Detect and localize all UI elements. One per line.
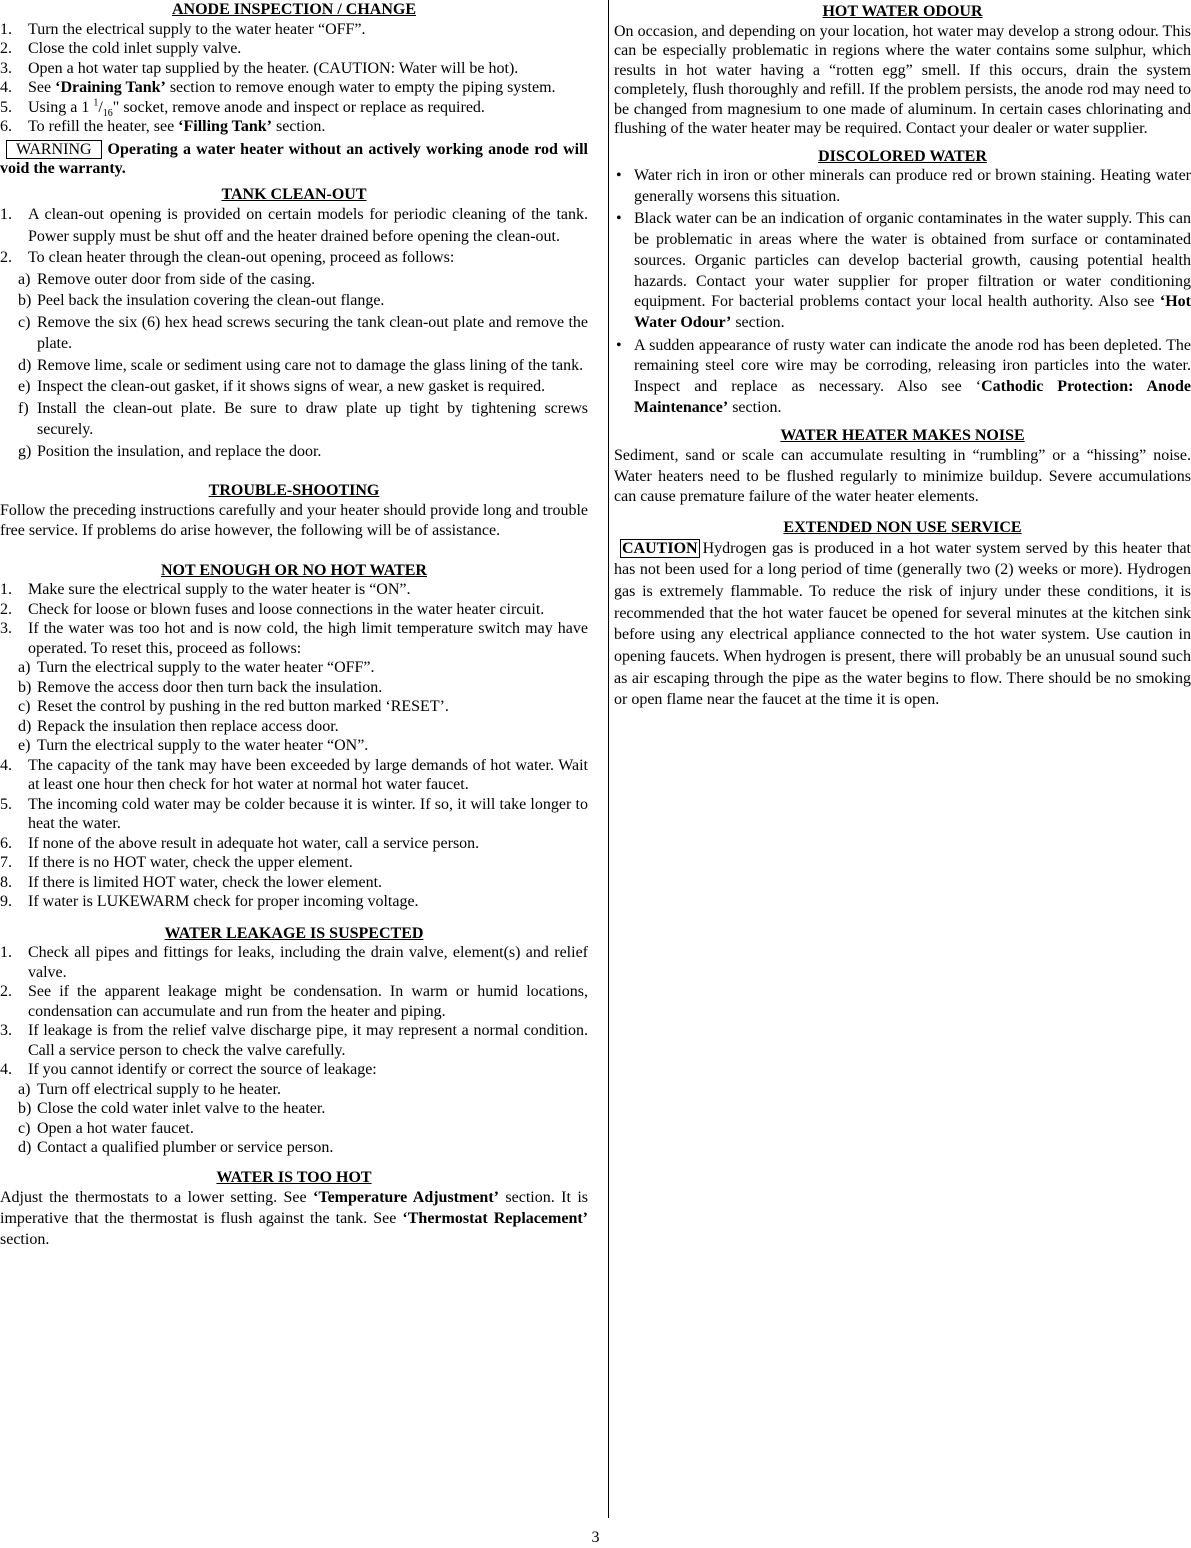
troubleshooting-section <box>0 481 588 542</box>
list-item: b) Remove the access door then turn back the insulation. <box>18 678 383 696</box>
list-item: a) Turn the electrical supply to the water heater “OFF”. <box>18 659 375 676</box>
reset-substeps <box>0 658 588 756</box>
list-item: 3. Open a hot water tap supplied by the heater. (CAUTION: Water will be hot). <box>0 59 519 77</box>
discolored-title: DISCOLORED WATER <box>818 147 987 165</box>
list-item: e) Turn the electrical supply to the water heater “ON”. <box>18 737 369 754</box>
list-item: b) Close the cold water inlet valve to the heater. <box>18 1100 326 1117</box>
cleanout-section <box>0 185 588 463</box>
cleanout-title: TANK CLEAN-OUT <box>221 185 367 203</box>
list-item: 1. A clean-out opening is provided on certain models for periodic cleaning of the tank. Power supply must be shut off and the heater drained before opening the clean-out. <box>0 206 588 245</box>
list-item: 4. The capacity of the tank may have been exceeded by large demands of hot water. Wait at least one hour then check for hot water at normal hot water faucet. <box>0 756 588 793</box>
anode-section <box>0 0 588 179</box>
leakage-substeps <box>0 1080 588 1158</box>
list-item: 9. If water is LUKEWARM check for proper incoming voltage. <box>0 893 419 910</box>
list-item: 7. If there is no HOT water, check the upper element. <box>0 854 353 871</box>
right-column <box>614 0 1191 717</box>
list-item: 3. If leakage is from the relief valve discharge pipe, it may represent a normal condition. Call a service person to check the valve carefully. <box>0 1022 588 1059</box>
extended-section <box>614 518 1191 711</box>
list-item: b) Peel back the insulation covering the clean-out flange. <box>18 292 385 309</box>
leakage-title: WATER LEAKAGE IS SUSPECTED <box>164 924 424 942</box>
too-hot-text: Adjust the thermostats to a lower setting. See ‘Temperature Adjustment’ section. It is imperative that the thermostat is flush against the tank. See ‘Thermostat Replacement’ section. <box>0 1189 588 1248</box>
list-item: a) Turn off electrical supply to he heater. <box>18 1080 281 1098</box>
list-item: g) Position the insulation, and replace the door. <box>18 442 322 460</box>
list-item: 4. If you cannot identify or correct the source of leakage: <box>0 1061 377 1078</box>
list-item: 2. See if the apparent leakage might be condensation. In warm or humid locations, condensation can accumulate and run from the heater and piping. <box>0 983 588 1020</box>
list-item: 1. Make sure the electrical supply to the water heater is “ON”. <box>0 581 411 598</box>
warning-label: WARNING <box>6 140 102 159</box>
list-item: 2. Check for loose or blown fuses and loose connections in the water heater circuit. <box>0 600 545 618</box>
no-hot-water-title: NOT ENOUGH OR NO HOT WATER <box>161 561 427 579</box>
list-item: 5. The incoming cold water may be colder because it is winter. If so, it will take longer to heat the water. <box>0 795 588 832</box>
left-column <box>0 0 588 1256</box>
list-item: c) Reset the control by pushing in the red button marked ‘RESET’. <box>18 698 449 715</box>
list-item: 4. See ‘Draining Tank’ section to remove enough water to empty the piping system. <box>0 79 556 96</box>
extended-title: EXTENDED NON USE SERVICE <box>783 519 1022 537</box>
list-item: 1. Turn the electrical supply to the water heater “OFF”. <box>0 20 366 38</box>
list-item: 6. If none of the above result in adequate hot water, call a service person. <box>0 834 480 852</box>
list-item: 1. Check all pipes and fittings for leaks, including the drain valve, element(s) and relief valve. <box>0 944 588 981</box>
column-divider <box>608 0 609 1518</box>
list-item: e) Inspect the clean-out gasket, if it shows signs of wear, a new gasket is required. <box>18 378 546 395</box>
too-hot-title: WATER IS TOO HOT <box>216 1168 372 1186</box>
no-hot-water-section <box>0 561 588 912</box>
warning-note <box>0 140 588 179</box>
too-hot-section <box>0 1168 588 1251</box>
list-item: 2. Close the cold inlet supply valve. <box>0 40 242 57</box>
leakage-steps <box>0 943 588 1080</box>
list-item: 6. To refill the heater, see ‘Filling Tank’ section. <box>0 118 326 135</box>
leakage-section <box>0 924 588 1158</box>
no-hot-water-steps <box>0 580 588 658</box>
list-item: 2. To clean heater through the clean-out opening, proceed as follows: <box>0 249 455 266</box>
discolored-section <box>614 147 1191 419</box>
list-item: d) Remove lime, scale or sediment using care not to damage the glass lining of the tank. <box>18 356 584 374</box>
odour-title: HOT WATER ODOUR <box>822 3 983 20</box>
bullet-icon: • <box>616 210 622 228</box>
noise-section <box>614 426 1191 508</box>
list-item: • Water rich in iron or other minerals can produce red or brown staining. Heating water generally worsens this situation. <box>616 167 1191 205</box>
troubleshooting-text: Follow the preceding instructions carefully and your heater should provide long and trouble free service. If problems do arise however, the following will be of assistance. <box>0 501 588 539</box>
list-item: a) Remove outer door from side of the casing. <box>18 270 316 288</box>
odour-section <box>614 2 1191 139</box>
list-item: 5. Using a 1 $^1/_{16}$" socket, remove anode and inspect or replace as required. <box>0 97 485 119</box>
list-item: d) Contact a qualified plumber or service person. <box>18 1139 334 1156</box>
caution-label: CAUTION <box>622 539 698 557</box>
list-item: 3. If the water was too hot and is now cold, the high limit temperature switch may have operated. To reset this, proceed as follows: <box>0 620 588 657</box>
troubleshooting-title: TROUBLE-SHOOTING <box>208 482 380 499</box>
page-number: 3 <box>591 1529 600 1546</box>
noise-text: Sediment, sand or scale can accumulate resulting in “rumbling” or a “hissing” noise. Water heaters need to be flushed regularly to minimize buildup. Severe accumulations can cause premature failure of the water heater elements. <box>614 446 1191 506</box>
odour-text: On occasion, and depending on your location, hot water may develop a strong odour. This can be especially problematic in regions where the water contains some sulphur, which results in hot water having a “rotten egg” smell. If this occurs, drain the system completely, flush thoroughly and refill. If the problem persists, the anode rod may need to be changed from magnesium to one made of aluminum. In certain cases chlorinating and flushing of the water heater may be required. Contact your dealer or water supplier. <box>614 22 1191 137</box>
list-item: 8. If there is limited HOT water, check the lower element. <box>0 873 383 891</box>
extended-text: CAUTION Hydrogen gas is produced in a hot water system served by this heater that has not been used for a long period of time (generally two (2) weeks or more). Hydrogen gas is extremely flammable. To reduce the risk of injury under these conditions, it is recommended that the hot water faucet be opened for several minutes at the kitchen sink before using any electrical appliance connected to the hot water system. Use caution in opening faucets. When hydrogen is present, there will probably be an unusual sound such as air escaping through the pipe as the water begins to flow. There should be no smoking or open flame near the faucet at the time it is open. <box>614 539 1191 709</box>
cleanout-steps <box>0 204 588 269</box>
list-item: c) Open a hot water faucet. <box>18 1119 194 1137</box>
noise-title: WATER HEATER MAKES NOISE <box>780 427 1025 445</box>
discolored-list <box>614 166 1191 418</box>
bullet-icon: • <box>616 167 622 184</box>
list-item: f) Install the clean-out plate. Be sure to draw plate up tight by tightening screws securely. <box>18 399 588 438</box>
list-item: d) Repack the insulation then replace access door. <box>18 717 339 735</box>
anode-title: ANODE INSPECTION / CHANGE <box>171 1 417 18</box>
no-hot-water-steps-cont <box>0 756 588 912</box>
list-item: c) Remove the six (6) hex head screws securing the tank clean-out plate and remove the plate. <box>18 313 588 352</box>
cleanout-substeps <box>0 269 588 463</box>
bullet-icon: • <box>616 336 622 354</box>
list-item: • A sudden appearance of rusty water can indicate the anode rod has been depleted. The remaining steel core wire may be corroding, releasing iron particles into the water. Inspect and replace as necessary. Also see ‘Cathodic Protection: Anode Maintenance’ section. <box>616 336 1191 416</box>
warning-text: Operating a water heater without an actively working anode rod will void the warranty. <box>0 140 588 177</box>
list-item: • Black water can be an indication of organic contaminates in the water supply. This can be problematic in areas where the water is obtained from surface or contaminated sources. Organic particles can develop bacterial growth, causing potential health hazards. Contact your water supplier for proper filtration or water conditioning equipment. For bacterial problems contact your local health authority. Also see ‘Hot Water Odour’ section. <box>616 210 1191 331</box>
anode-steps <box>0 20 588 137</box>
